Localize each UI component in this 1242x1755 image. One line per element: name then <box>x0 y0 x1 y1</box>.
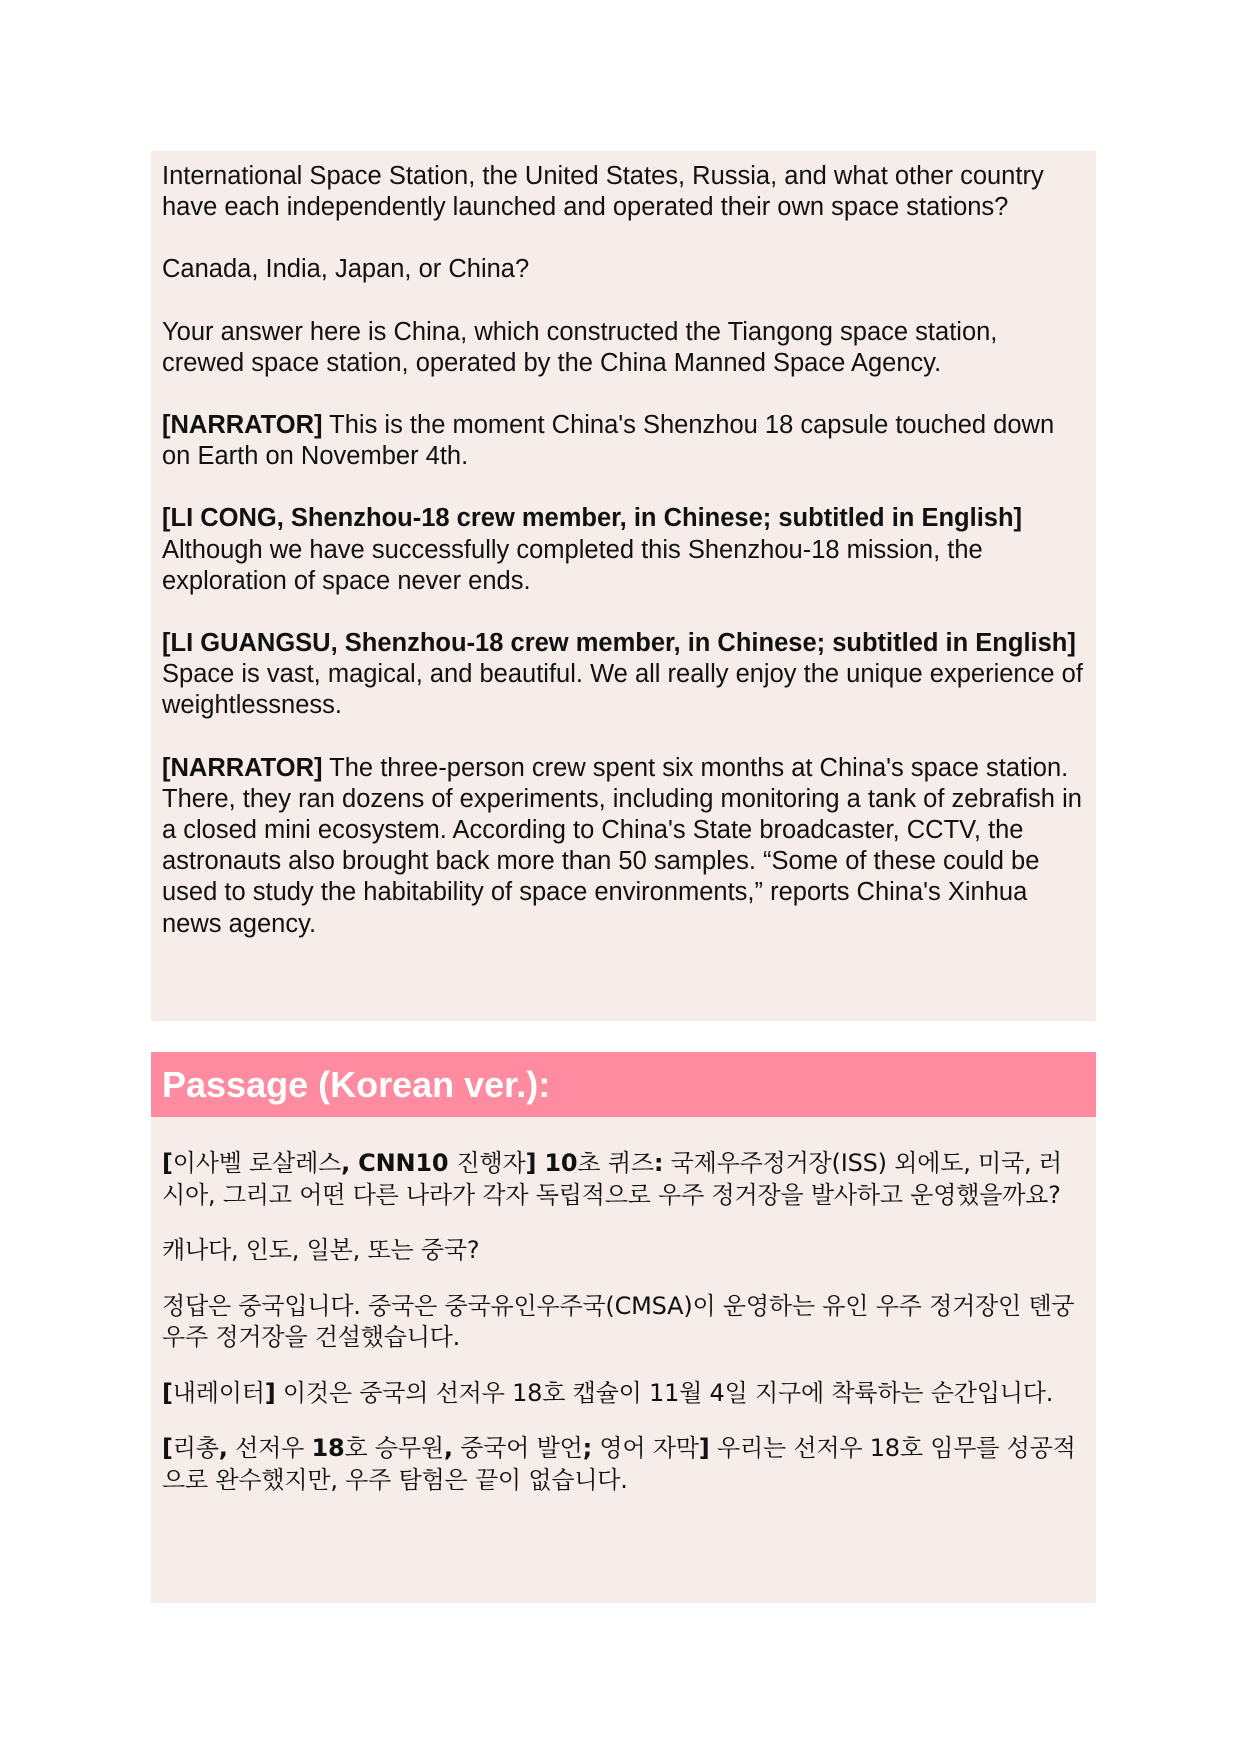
korean-passage-box <box>151 1117 1096 1603</box>
text-run: ; <box>582 1434 592 1462</box>
text-run: 이것은 중국의 선저우 18호 캡슐이 11월 4일 지구에 착륙하는 순간입니다. <box>275 1378 1054 1407</box>
text-run: 우리는 선저우 18호 임무를 성공적으로 완수했지만, 우주 탐험은 끝이 없습니다. <box>162 1434 1076 1494</box>
korean-paragraph <box>162 1148 1084 1211</box>
text-run: 진행자 <box>456 1149 526 1177</box>
english-paragraph <box>162 503 1084 597</box>
text-run: ] <box>264 1378 276 1407</box>
speaker-label: [NARRATOR] <box>162 753 323 782</box>
text-run: 정답은 중국입니다. 중국은 중국유인우주국(CMSA)이 운영하는 유인 우주 정거장인 톈궁 우주 정거장을 건설했습니다. <box>162 1291 1075 1351</box>
speaker-label: [LI GUANGSU, Shenzhou-18 crew member, in Chinese; subtitled in English] <box>162 629 1076 658</box>
korean-paragraph <box>162 1378 1084 1410</box>
english-paragraph <box>162 254 1084 285</box>
text-run: [ <box>162 1149 173 1177</box>
paragraph-text: The three-person crew spent six months at China's space station. There, they ran dozens of experiments, including monitoring a tank of zebrafish in a closed mini ecosystem. According to China's State broadcaster, CCTV, the astronauts also brought back more than 50 samples. “Some of these could be used to study the habitability of space environments,” reports China's Xinhua news agency. <box>162 753 1082 938</box>
english-paragraph <box>162 753 1084 940</box>
english-paragraph <box>162 628 1084 722</box>
text-run: 중국어 발언 <box>452 1434 583 1462</box>
english-paragraph <box>162 410 1084 472</box>
paragraph-text: Your answer here is China, which constructed the Tiangong space station, crewed space station, operated by the China Manned Space Agency. <box>162 317 998 377</box>
text-run: 초 퀴즈 <box>577 1149 654 1177</box>
text-run: 내레이터 <box>172 1378 265 1407</box>
speaker-label: [LI CONG, Shenzhou-18 crew member, in Chinese; subtitled in English] <box>162 504 1023 533</box>
text-run: , CNN10 <box>341 1149 457 1177</box>
korean-section-title: Passage (Korean ver.): <box>162 1064 551 1105</box>
text-run: 리총 <box>172 1434 219 1462</box>
korean-section-header <box>151 1052 1096 1117</box>
speaker-label: [NARRATOR] <box>162 411 323 440</box>
text-run: 캐나다, 인도, 일본, 또는 중국? <box>162 1236 480 1264</box>
text-run: 영어 자막 <box>591 1434 699 1462</box>
text-run: , <box>218 1434 228 1462</box>
text-run: 18 <box>311 1434 345 1462</box>
text-run: [ <box>162 1434 173 1462</box>
korean-paragraph <box>162 1291 1084 1354</box>
text-run: 호 승무원 <box>344 1434 444 1462</box>
text-run: ] <box>698 1434 710 1462</box>
text-run: , <box>443 1434 453 1462</box>
paragraph-text: Although we have successfully completed this Shenzhou-18 mission, the exploration of space never ends. <box>162 535 983 595</box>
paragraph-text: International Space Station, the United States, Russia, and what other country have each independently launched and operated their own space stations? <box>162 162 1044 222</box>
text-run: 이사벨 로살레스 <box>172 1149 342 1177</box>
text-run: [ <box>162 1378 173 1407</box>
korean-paragraph <box>162 1433 1084 1496</box>
paragraph-text: This is the moment China's Shenzhou 18 capsule touched down on Earth on November 4th. <box>162 411 1055 471</box>
english-passage-box <box>151 151 1096 1021</box>
text-run: : <box>653 1149 664 1177</box>
text-run: 선저우 <box>227 1434 312 1462</box>
english-paragraph <box>162 317 1084 379</box>
paragraph-text: Space is vast, magical, and beautiful. We all really enjoy the unique experience of weightlessness. <box>162 660 1083 720</box>
paragraph-text: Canada, India, Japan, or China? <box>162 255 530 284</box>
text-run: ] 10 <box>525 1149 578 1177</box>
english-paragraph <box>162 161 1084 223</box>
text-run: 국제우주정거장(ISS) 외에도, 미국, 러시아, 그리고 어떤 다른 나라가 각자 독립적으로 우주 정거장을 발사하고 운영했을까요? <box>162 1149 1062 1209</box>
korean-paragraph <box>162 1235 1084 1267</box>
